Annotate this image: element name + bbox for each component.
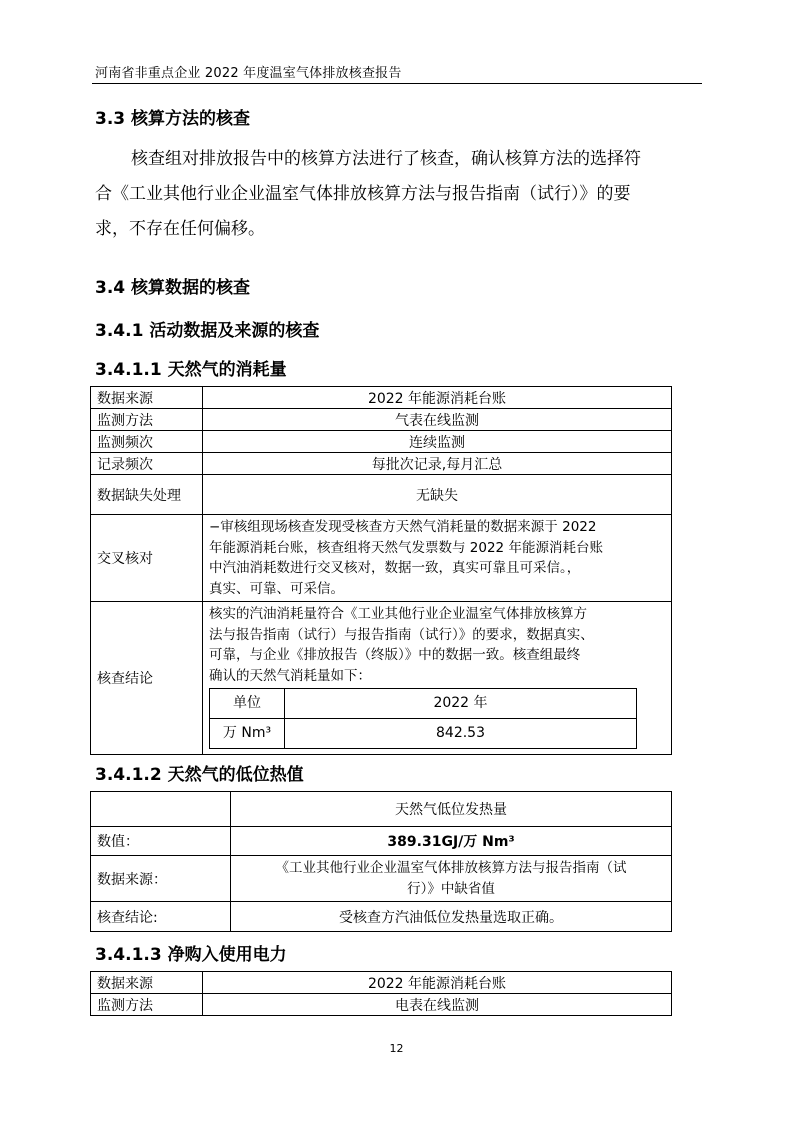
page-header: 河南省非重点企业 2022 年度温室气体排放核查报告 <box>95 66 402 81</box>
row-label: 数据来源： <box>91 856 231 902</box>
inner-unit-cell: 万 Nm³ <box>210 719 285 749</box>
row-label: 监测频次 <box>91 431 203 453</box>
row-label: 核查结论 <box>91 602 203 755</box>
paragraph-line: 求，不存在任何偏移。 <box>95 219 265 239</box>
page-number: 12 <box>389 1042 404 1055</box>
row-label: 交叉核对 <box>91 515 203 602</box>
cross-check-line: 真实、可靠、可采信。 <box>209 580 344 597</box>
heading-3-4-1-2: 3.4.1.2 天然气的低位热值 <box>95 765 304 785</box>
inner-consumption-table <box>209 688 637 749</box>
table-row <box>91 515 672 602</box>
table-natural-gas-ncv <box>90 791 672 932</box>
row-label: 数据来源 <box>91 972 203 994</box>
inner-value-cell: 842.53 <box>285 719 637 749</box>
conclusion-line: 法与报告指南（试行）与报告指南（试行）》的要求，数据真实、 <box>209 626 594 643</box>
table-row <box>91 431 672 453</box>
row-value: 受核查方汽油低位发热量选取正确。 <box>231 902 672 932</box>
paragraph-line: 合《工业其他行业企业温室气体排放核算方法与报告指南（试行）》的要 <box>95 184 631 204</box>
table-row <box>91 387 672 409</box>
row-label: 核查结论: <box>91 902 231 932</box>
table-row <box>91 902 672 932</box>
row-value <box>203 515 672 602</box>
table-row <box>91 792 672 827</box>
table-row <box>91 602 672 755</box>
row-value <box>231 856 672 902</box>
table-row <box>91 994 672 1016</box>
row-value: 2022 年能源消耗台账 <box>203 387 672 409</box>
inner-table-header <box>210 689 637 719</box>
header-rule <box>92 83 702 84</box>
row-label: 数值： <box>91 827 231 856</box>
heading-3-4-1-1: 3.4.1.1 天然气的消耗量 <box>95 360 287 380</box>
table-row <box>91 856 672 902</box>
row-value: 连续监测 <box>203 431 672 453</box>
inner-year-header: 2022 年 <box>285 689 637 719</box>
row-label: 数据来源 <box>91 387 203 409</box>
source-line: 《工业其他行业企业温室气体排放核算方法与报告指南（试 <box>275 860 627 876</box>
conclusion-line: 核实的汽油消耗量符合《工业其他行业企业温室气体排放核算方 <box>209 606 587 622</box>
row-value <box>203 602 672 755</box>
table-row <box>91 453 672 475</box>
inner-table-row <box>210 719 637 749</box>
heading-3-3: 3.3 核算方法的核查 <box>95 109 251 129</box>
row-label: 监测方法 <box>91 994 203 1016</box>
table-purchased-electricity <box>90 971 672 1016</box>
row-value: 气表在线监测 <box>203 409 672 431</box>
table-row <box>91 409 672 431</box>
row-value: 无缺失 <box>203 475 672 515</box>
row-label: 数据缺失处理 <box>91 475 203 515</box>
paragraph-line: 核查组对排放报告中的核算方法进行了核查，确认核算方法的选择符 <box>131 149 641 169</box>
conclusion-line: 可靠，与企业《排放报告（终版）》中的数据一致。核查组最终 <box>209 647 581 663</box>
row-value: 电表在线监测 <box>203 994 672 1016</box>
row-label: 记录频次 <box>91 453 203 475</box>
heading-3-4: 3.4 核算数据的核查 <box>95 278 251 298</box>
table-row <box>91 827 672 856</box>
row-value: 2022 年能源消耗台账 <box>203 972 672 994</box>
cross-check-line: 年能源消耗台账，核查组将天然气发票数与 2022 年能源消耗台账 <box>209 539 603 556</box>
row-label: 监测方法 <box>91 409 203 431</box>
row-value: 389.31GJ/万 Nm³ <box>231 827 672 856</box>
cross-check-line: 中汽油消耗数进行交叉核对，数据一致，真实可靠且可采信。， <box>209 560 581 576</box>
inner-unit-header: 单位 <box>210 689 285 719</box>
table-natural-gas-consumption <box>90 386 672 755</box>
empty-header-cell <box>91 792 231 827</box>
source-line: 行）》中缺省值 <box>407 880 495 897</box>
cross-check-line: −审核组现场核查发现受核查方天然气消耗量的数据来源于 2022 <box>209 519 597 535</box>
heading-3-4-1: 3.4.1 活动数据及来源的核查 <box>95 321 320 341</box>
table-row <box>91 972 672 994</box>
paragraph-3-3 <box>95 142 699 247</box>
heading-3-4-1-3: 3.4.1.3 净购入使用电力 <box>95 945 287 965</box>
table-row <box>91 475 672 515</box>
conclusion-line: 确认的天然气消耗量如下： <box>209 667 371 684</box>
column-header: 天然气低位发热量 <box>231 792 672 827</box>
row-value: 每批次记录,每月汇总 <box>203 453 672 475</box>
